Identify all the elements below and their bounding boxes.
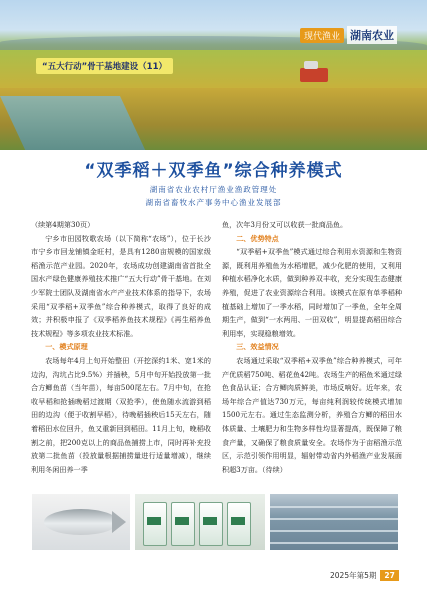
issue-label: 2025年第5期 [330, 571, 377, 580]
paragraph: 鱼，次年3月份又可以收获一批商品鱼。 [222, 220, 348, 229]
section-heading: 二、优势特点 [236, 233, 279, 243]
field-ridge [270, 518, 398, 520]
harvester-machine [300, 68, 328, 82]
article-column-left [31, 218, 211, 476]
section-tag: 现代渔业 [300, 28, 344, 43]
rice-bag-icon [199, 502, 223, 546]
rice-bag-icon [227, 502, 251, 546]
aerial-field-photo [270, 494, 398, 550]
page-number: 27 [380, 570, 398, 581]
article-column-right [222, 218, 402, 476]
paragraph: 农场通过采取“双季稻+双季鱼”综合种养模式，可年产优质稻750吨、稻花鱼42吨。农场生产的稻鱼米通过绿色食品认证；合方鲫肉质鲜美，市场反响好。近年来，农场年综合产值达730万元，每亩纯利润较传统模式增加1500元左右。通过生态监测分析，养殖合方鲫的稻田水体质量、土壤肥力和生物多样性均显著提高，既保障了粮食产量，又确保了粮食质量安全。农场作为于亩稻渔示范区，示范引领作用明显，辐射带动省内外稻渔产业发展面积超3万亩。（待续） [222, 355, 402, 474]
paragraph: 宁乡市田园牧歌农场（以下简称“农场”），位于长沙市宁乡市回龙铺镇金旺村，是具有1280亩规模的国家级稻渔示范产业园。2020年，农场成功创建湖南省首批全国水产绿色健康养殖技术推广“五大行动”骨干基地。在刘少军院士团队及湖南省水产产业技术体系的指导下，农场采用“双季稻+双季鱼”综合种养模式，取得了良好的成效；并积极申报了《双季稻养鱼技术规程》《再生稻养鱼技术规程》等多项农业技术标准。 [31, 233, 211, 338]
article-title: “双季稻＋双季鱼”综合种养模式 [84, 161, 343, 181]
section-heading: 三、效益情况 [236, 342, 279, 352]
field-ridge [270, 542, 398, 544]
fish-ditch [0, 96, 145, 150]
field-ridge [270, 506, 398, 508]
fish-photo [32, 494, 130, 550]
rice-bag-icon [171, 502, 195, 546]
author-org-2: 湖南省畜牧水产事务中心渔业发展部 [145, 198, 282, 207]
magazine-logo [300, 26, 397, 44]
continuation-note: （续第4期第30页） [31, 220, 95, 229]
magazine-brand: 湖南农业 [347, 26, 397, 44]
paragraph: “双季稻+双季鱼”模式通过综合利用水资源和生物资源，既利用养殖鱼为水稻增肥，减少化肥的使用，又利用种植水稻净化水质，做到种养双丰收，充分实现生态健康养殖，促进了农业资源综合利用。该模式在原有单季稻种植基础上增加了一季水稻，同时增加了一季鱼，全年全周期生产，做到“一水两用、一田双收”，明显提高稻田综合利用率，实现稳粮增效。 [222, 247, 402, 338]
field-ridge [270, 530, 398, 532]
fish-tail-icon [112, 511, 126, 533]
paragraph: 农场每年4月上旬开始整田（开挖深约1米、宽1米的边沟，沟坑占比9.5%）并插秧，5月中旬开始投放第一批合方鲫鱼苗（当年苗），每亩500尾左右。7月中旬，在抢收早稻和抢插晚稻过渡期（双抢季），使鱼随水流游到稻田的边沟（便于收割早稻），待晚稻插秧后15天左右，随着稻田水位回升，鱼又重新回到稻田。11月上旬，晚稻收割之前，把200克以上的商品鱼捕捞上市，同时再补充投放第二批鱼苗（投放量根据捕捞量进行适量增减），继续利用冬闲田养一季 [31, 355, 211, 474]
author-org-1: 湖南省农业农村厅渔业渔政管理处 [149, 185, 278, 194]
section-heading: 一、模式原理 [45, 342, 88, 352]
rice-product-photo [135, 494, 265, 550]
base-construction-tag: “五大行动”骨干基地建设（11） [36, 58, 173, 74]
crucian-carp-icon [44, 509, 118, 535]
hero-photo-rice-field [0, 0, 427, 150]
page-footer [330, 570, 399, 581]
rice-bag-icon [143, 502, 167, 546]
